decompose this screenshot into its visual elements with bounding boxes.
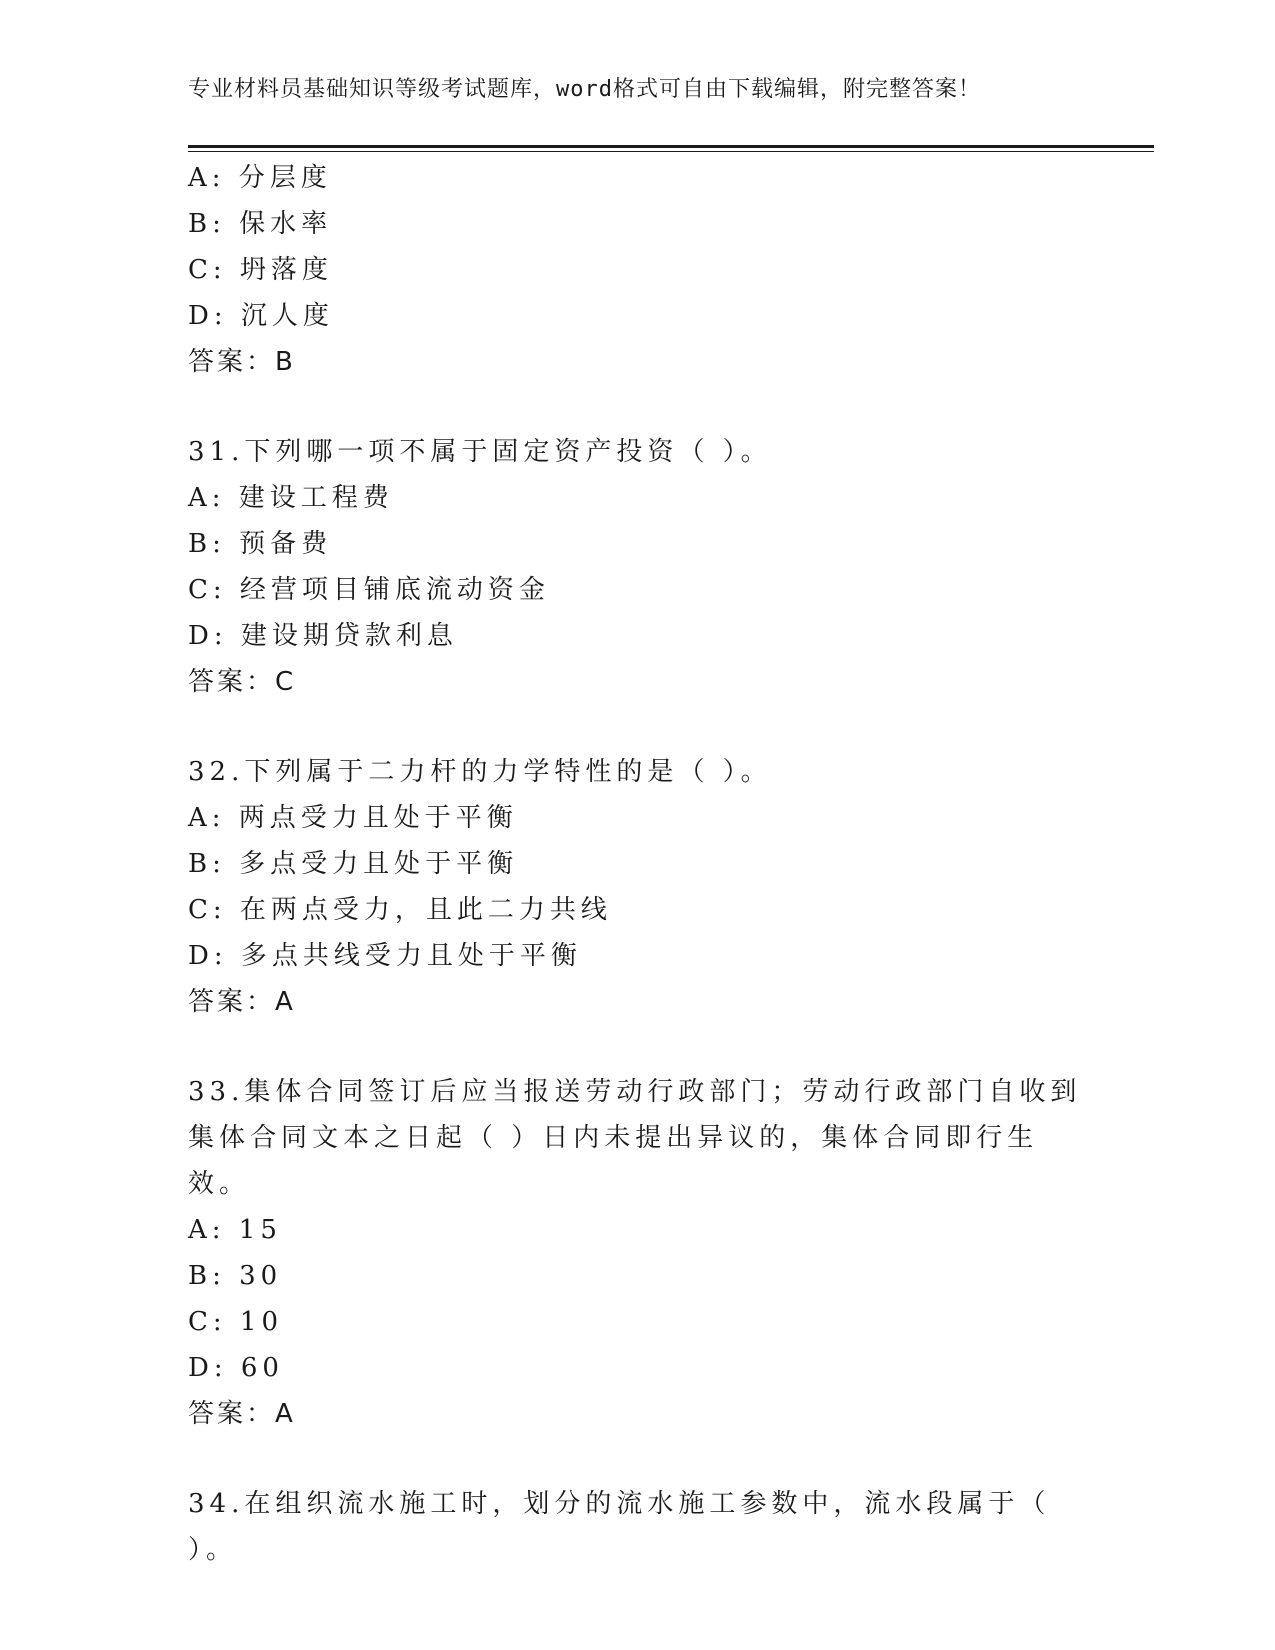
- question-text: 31.下列哪一项不属于固定资产投资（ ）。: [188, 437, 772, 467]
- option-d: D: 60: [188, 1353, 284, 1383]
- option-a: A: 分层度: [188, 163, 332, 193]
- option-b: B: 保水率: [188, 209, 333, 239]
- header-rule-thick: [188, 145, 1154, 148]
- option-d: D: 多点共线受力且处于平衡: [188, 941, 582, 971]
- option-b: B: 30: [188, 1261, 283, 1291]
- question-block: [188, 429, 1108, 705]
- answer-line: 答案：B: [188, 347, 296, 377]
- question-text: 34.在组织流水施工时，划分的流水施工参数中，流水段属于（ ）。: [188, 1489, 1051, 1565]
- option-b: B: 多点受力且处于平衡: [188, 849, 519, 879]
- option-c: C: 坍落度: [188, 255, 333, 285]
- question-list: [188, 155, 1108, 1573]
- header-rule-thin: [188, 151, 1154, 152]
- option-a: A: 两点受力且处于平衡: [188, 803, 518, 833]
- option-c: C: 经营项目铺底流动资金: [188, 575, 550, 605]
- question-block: [188, 1481, 1108, 1573]
- question-block: [188, 1069, 1108, 1437]
- answer-line: 答案：A: [188, 1399, 296, 1429]
- option-a: A: 建设工程费: [188, 483, 394, 513]
- option-b: B: 预备费: [188, 529, 333, 559]
- option-c: C: 在两点受力，且此二力共线: [188, 895, 612, 925]
- question-block: [188, 155, 1108, 385]
- question-block: [188, 749, 1108, 1025]
- option-d: D: 建设期贷款利息: [188, 621, 458, 651]
- answer-line: 答案：A: [188, 987, 296, 1017]
- answer-line: 答案：C: [188, 667, 297, 697]
- option-d: D: 沉人度: [188, 301, 334, 331]
- page-header: 专业材料员基础知识等级考试题库，word格式可自由下载编辑，附完整答案！: [188, 77, 981, 102]
- option-c: C: 10: [188, 1307, 284, 1337]
- question-text: 32.下列属于二力杆的力学特性的是（ ）。: [188, 757, 772, 787]
- question-text: 33.集体合同签订后应当报送劳动行政部门；劳动行政部门自收到集体合同文本之日起（ ）日内未提出异议的，集体合同即行生效。: [188, 1077, 1082, 1199]
- option-a: A: 15: [188, 1215, 282, 1245]
